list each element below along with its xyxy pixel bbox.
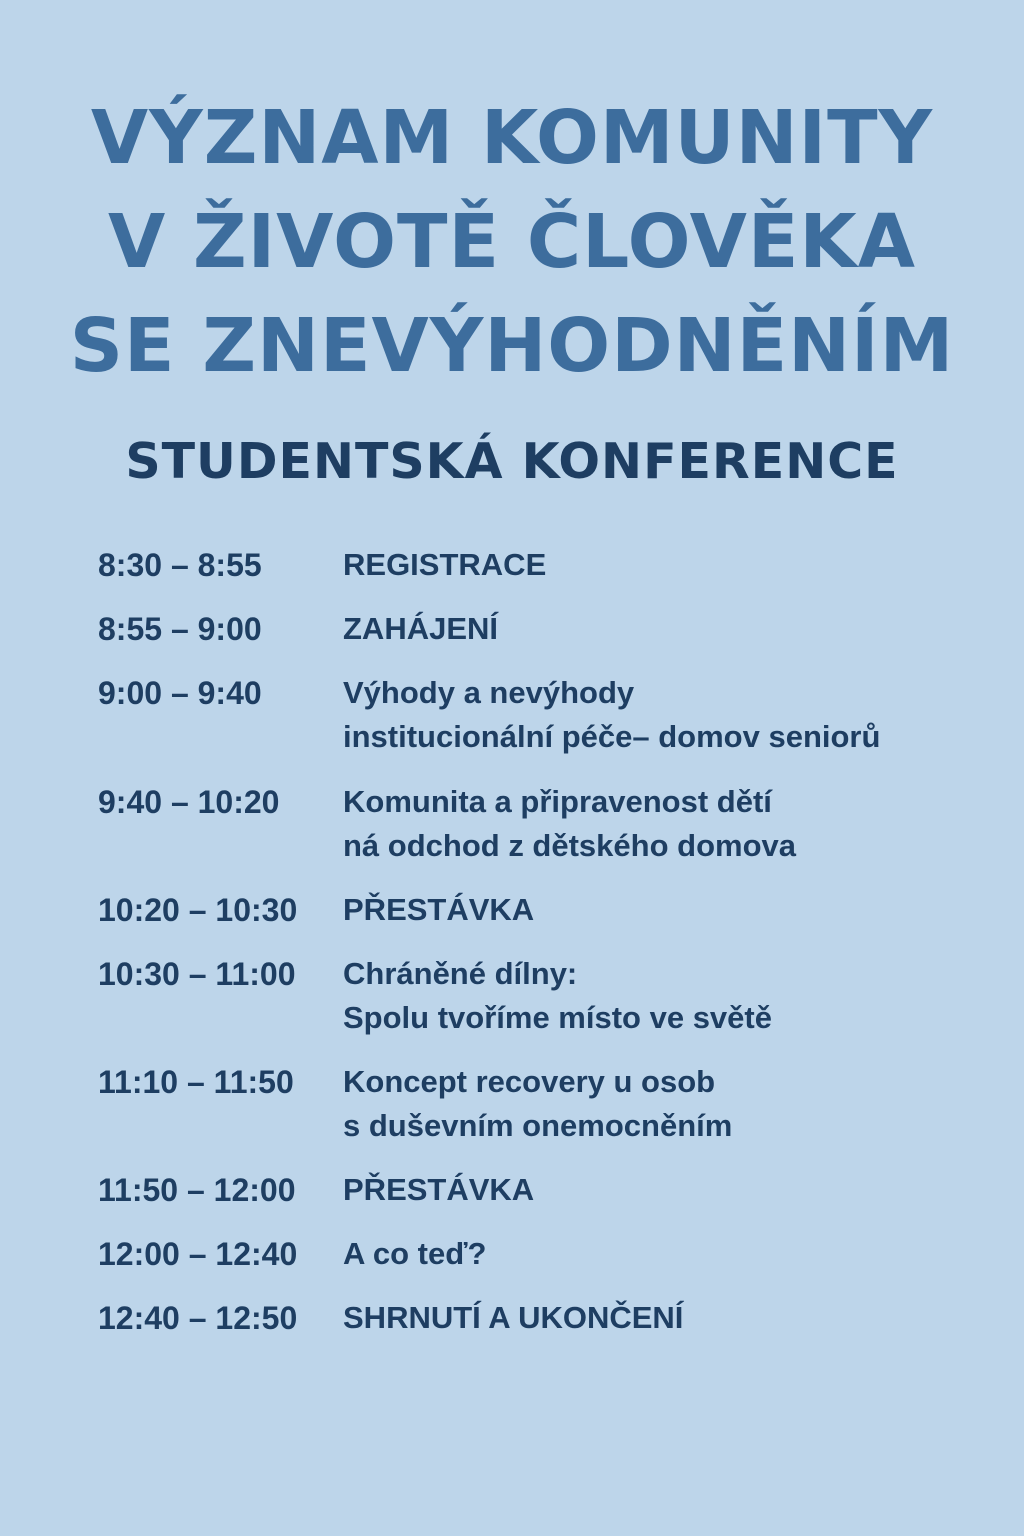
event-line: REGISTRACE	[343, 547, 547, 582]
schedule-event	[343, 1060, 993, 1148]
schedule-event	[343, 780, 993, 868]
schedule-time: 11:50 – 12:00	[98, 1172, 296, 1208]
schedule-time: 11:10 – 11:50	[98, 1064, 294, 1100]
schedule-event	[343, 671, 993, 759]
event-line: PŘESTÁVKA	[343, 892, 535, 927]
schedule-time: 9:40 – 10:20	[98, 784, 280, 820]
event-line: A co teď?	[343, 1236, 487, 1271]
event-line: Chráněné dílny:	[343, 956, 578, 991]
title-line-2: V ŽIVOTĚ ČLOVĚKA	[107, 199, 917, 285]
schedule-time: 12:00 – 12:40	[98, 1236, 298, 1272]
schedule-event	[343, 1296, 993, 1340]
schedule-time: 12:40 – 12:50	[98, 1300, 298, 1336]
event-line: Výhody a nevýhody	[343, 675, 635, 710]
event-line: institucionální péče– domov seniorů	[343, 719, 881, 754]
schedule-event	[343, 1232, 993, 1276]
schedule-time: 9:00 – 9:40	[98, 675, 262, 711]
schedule-event	[343, 888, 993, 932]
schedule-time: 8:30 – 8:55	[98, 547, 262, 583]
poster-title	[0, 86, 1024, 398]
title-line-3: SE ZNEVÝHODNĚNÍM	[69, 303, 955, 389]
event-line: Spolu tvoříme místo ve světě	[343, 1000, 772, 1035]
schedule-event	[343, 952, 993, 1040]
schedule-time: 8:55 – 9:00	[98, 611, 262, 647]
event-line: PŘESTÁVKA	[343, 1172, 535, 1207]
schedule-time: 10:30 – 11:00	[98, 956, 296, 992]
event-line: ná odchod z dětského domova	[343, 828, 796, 863]
title-line-1: VÝZNAM KOMUNITY	[90, 95, 934, 181]
schedule-event	[343, 1168, 993, 1212]
schedule-event	[343, 607, 993, 651]
schedule-time: 10:20 – 10:30	[98, 892, 298, 928]
schedule-event	[343, 543, 993, 587]
poster-subtitle: STUDENTSKÁ KONFERENCE	[125, 433, 899, 490]
event-line: SHRNUTÍ A UKONČENÍ	[343, 1300, 684, 1335]
event-line: Koncept recovery u osob	[343, 1064, 716, 1099]
event-line: ZAHÁJENÍ	[343, 611, 499, 646]
event-line: Komunita a připravenost dětí	[343, 784, 772, 819]
event-line: s duševním onemocněním	[343, 1108, 733, 1143]
